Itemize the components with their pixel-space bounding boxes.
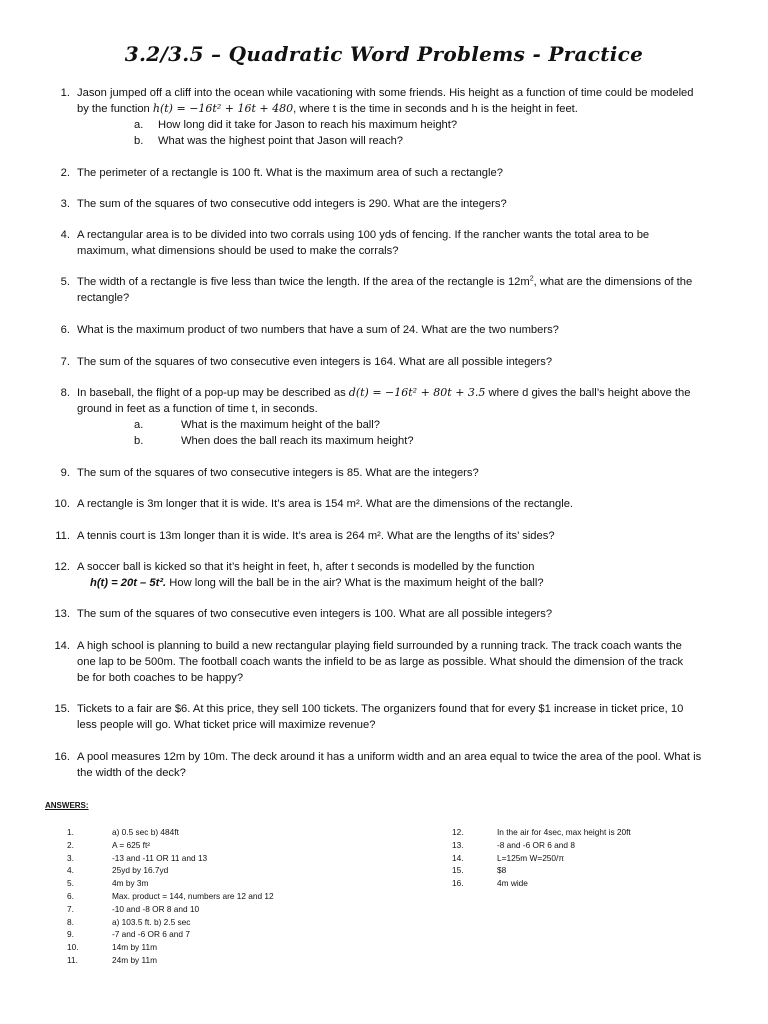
answer-number: 2. bbox=[67, 839, 74, 850]
question-number: 3. bbox=[60, 198, 70, 210]
answer-number: 9. bbox=[67, 929, 74, 940]
flight-function: d(t) = −16t² + 80t + 3.5 bbox=[348, 386, 486, 399]
answer-value: -13 and -11 OR 11 and 13 bbox=[112, 852, 208, 863]
question-number: 13. bbox=[54, 608, 70, 620]
answer-value: a) 0.5 sec b) 484ft bbox=[112, 827, 179, 837]
answer-row bbox=[452, 852, 742, 865]
question-text: The perimeter of a rectangle is 100 ft. What is the maximum area of such a rectangle? bbox=[77, 167, 503, 179]
sub-label: a. bbox=[134, 419, 144, 431]
answer-row bbox=[67, 877, 397, 890]
answer-number: 16. bbox=[452, 878, 464, 889]
answer-number: 5. bbox=[67, 878, 74, 889]
answer-value: 4m by 3m bbox=[112, 878, 149, 889]
question-number: 15. bbox=[54, 703, 70, 715]
answer-number: 6. bbox=[67, 890, 74, 901]
question-8 bbox=[50, 385, 730, 449]
answer-value: -8 and -6 OR 6 and 8 bbox=[497, 839, 575, 850]
question-number: 12. bbox=[54, 561, 70, 573]
answer-number: 10. bbox=[67, 942, 79, 953]
question-number: 8. bbox=[60, 387, 70, 399]
question-text: , what are the dimensions of the bbox=[533, 276, 693, 288]
sub-text: When does the ball reach its maximum height? bbox=[181, 435, 414, 447]
answer-row bbox=[67, 916, 397, 929]
question-14 bbox=[50, 638, 730, 686]
answer-row bbox=[67, 903, 397, 916]
sub-question-b bbox=[50, 133, 730, 149]
answer-number: 13. bbox=[452, 839, 464, 850]
question-number: 1. bbox=[60, 87, 70, 99]
answer-value: Max. product = 144, numbers are 12 and 12 bbox=[112, 890, 274, 901]
question-text: rectangle? bbox=[77, 292, 130, 304]
squared-sup: 2 bbox=[529, 275, 534, 283]
question-11 bbox=[50, 528, 730, 544]
question-text: The sum of the squares of two consecutive odd integers is 290. What are the integers? bbox=[77, 198, 507, 210]
question-text: What is the maximum product of two numbers that have a sum of 24. What are the two numbers? bbox=[77, 324, 559, 336]
sub-label: b. bbox=[134, 135, 144, 147]
answer-value: -7 and -6 OR 6 and 7 bbox=[112, 929, 190, 940]
question-text: be for both coaches to be happy? bbox=[77, 672, 244, 684]
answer-value: a) 103.5 ft. b) 2.5 sec bbox=[112, 916, 191, 927]
question-2 bbox=[50, 165, 730, 181]
question-15 bbox=[50, 701, 730, 733]
answer-number: 8. bbox=[67, 916, 74, 927]
question-7 bbox=[50, 354, 730, 370]
question-text: The sum of the squares of two consecutive even integers is 164. What are all possible integers? bbox=[77, 356, 553, 368]
question-text: A soccer ball is kicked so that it’s height in feet, h, after t seconds is modelled by the function bbox=[77, 561, 535, 573]
answers-heading: ANSWERS: bbox=[45, 801, 89, 810]
answer-row bbox=[452, 877, 742, 890]
answer-number: 4. bbox=[67, 865, 74, 876]
question-number: 7. bbox=[60, 356, 70, 368]
sub-question-a bbox=[50, 117, 730, 133]
answer-number: 7. bbox=[67, 903, 74, 914]
question-text: A rectangular area is to be divided into two corrals using 100 yds of fencing. If the rancher wants the total area to be bbox=[77, 229, 650, 241]
question-text: The sum of the squares of two consecutive even integers is 100. What are all possible integers? bbox=[77, 608, 553, 620]
page-title: 3.2/3.5 – Quadratic Word Problems - Practice bbox=[124, 42, 644, 66]
answer-value: $8 bbox=[497, 865, 507, 876]
question-text: A pool measures 12m by 10m. The deck around it has a uniform width and an area equal to twice the area of the pool. What is bbox=[77, 751, 702, 763]
question-number: 2. bbox=[60, 167, 70, 179]
question-text: ground in feet as a function of time t, in seconds. bbox=[77, 403, 318, 415]
question-text: How long will the ball be in the air? What is the maximum height of the ball? bbox=[166, 577, 544, 589]
answer-row bbox=[67, 890, 397, 903]
question-9 bbox=[50, 465, 730, 481]
answer-row bbox=[67, 864, 397, 877]
question-text: Tickets to a fair are $6. At this price, they sell 100 tickets. The organizers found that for every $1 increase in ticket price, 10 bbox=[77, 703, 684, 715]
answer-value: 25yd by 16.7yd bbox=[112, 865, 169, 876]
answer-value: In the air for 4sec, max height is 20ft bbox=[497, 827, 631, 837]
question-1 bbox=[50, 85, 730, 149]
answer-row bbox=[452, 826, 742, 839]
question-text: the width of the deck? bbox=[77, 767, 186, 779]
answer-number: 12. bbox=[452, 827, 464, 837]
question-16 bbox=[50, 749, 730, 781]
answer-value: L=125m W=250/π bbox=[497, 852, 565, 863]
answer-number: 3. bbox=[67, 852, 74, 863]
answer-row bbox=[67, 954, 397, 967]
question-4 bbox=[50, 227, 730, 259]
question-number: 9. bbox=[60, 467, 70, 479]
answer-row bbox=[67, 941, 397, 954]
question-text: less people will go. What ticket price will maximize revenue? bbox=[77, 719, 376, 731]
answer-value: 24m by 11m bbox=[112, 954, 158, 965]
question-text: A high school is planning to build a new rectangular playing field surrounded by a running track. The track coach wants the bbox=[77, 640, 682, 652]
sub-text: What is the maximum height of the ball? bbox=[181, 419, 380, 431]
sub-label: b. bbox=[134, 435, 144, 447]
question-13 bbox=[50, 606, 730, 622]
answer-row bbox=[67, 852, 397, 865]
answers-left-column bbox=[67, 826, 397, 967]
sub-label: a. bbox=[134, 119, 144, 131]
question-text: A rectangle is 3m longer that it is wide. It’s area is 154 m². What are the dimensions of the rectangle. bbox=[77, 498, 574, 510]
answer-row bbox=[67, 928, 397, 941]
height-function: h(t) = −16t² + 16t + 480 bbox=[152, 102, 294, 115]
question-text: Jason jumped off a cliff into the ocean while vacationing with some friends. His height as a function of time could be modeled bbox=[77, 87, 694, 99]
question-number: 6. bbox=[60, 324, 70, 336]
soccer-formula: h(t) = 20t – 5t². bbox=[90, 577, 167, 589]
sub-text: How long did it take for Jason to reach his maximum height? bbox=[158, 119, 458, 131]
question-text: one lap to be 500m. The football coach wants the infield to be as large as possible. What should the dimension of the track bbox=[77, 656, 684, 668]
sub-question-a bbox=[50, 417, 730, 433]
question-text: where d gives the ball’s height above the bbox=[485, 387, 691, 399]
sub-question-b bbox=[50, 433, 730, 449]
answer-number: 15. bbox=[452, 865, 464, 876]
sub-text: What was the highest point that Jason will reach? bbox=[158, 135, 404, 147]
answer-value: 14m by 11m bbox=[112, 942, 158, 953]
question-text: The sum of the squares of two consecutive integers is 85. What are the integers? bbox=[77, 467, 479, 479]
question-number: 11. bbox=[55, 530, 70, 542]
question-number: 16. bbox=[54, 751, 70, 763]
answer-row bbox=[452, 839, 742, 852]
answer-value: -10 and -8 OR 8 and 10 bbox=[112, 903, 200, 914]
answer-row bbox=[67, 826, 397, 839]
question-6 bbox=[50, 322, 730, 338]
question-text: , where t is the time in seconds and h is the height in feet. bbox=[293, 103, 578, 115]
question-number: 5. bbox=[60, 276, 70, 288]
answer-row bbox=[452, 864, 742, 877]
question-text: A tennis court is 13m longer than it is wide. It’s area is 264 m². What are the lengths of its’ sides? bbox=[77, 530, 555, 542]
question-12 bbox=[50, 559, 730, 591]
answer-row bbox=[67, 839, 397, 852]
answer-number: 14. bbox=[452, 852, 464, 863]
answer-value: A = 625 ft² bbox=[112, 839, 151, 850]
question-text: The width of a rectangle is five less than twice the length. If the area of the rectangle is 12m bbox=[77, 276, 530, 288]
answers-right-column bbox=[452, 826, 742, 890]
question-number: 10. bbox=[54, 498, 70, 510]
question-number: 4. bbox=[60, 229, 70, 241]
question-10 bbox=[50, 496, 730, 512]
question-3 bbox=[50, 196, 730, 212]
answer-value: 4m wide bbox=[497, 878, 528, 889]
answer-number: 11. bbox=[67, 954, 78, 965]
question-text: In baseball, the flight of a pop-up may be described as bbox=[77, 387, 349, 399]
question-text: maximum, what dimensions should be used to make the corrals? bbox=[77, 245, 399, 257]
question-number: 14. bbox=[54, 640, 70, 652]
question-5 bbox=[50, 274, 730, 306]
answer-number: 1. bbox=[67, 827, 74, 837]
question-text: by the function bbox=[77, 103, 153, 115]
